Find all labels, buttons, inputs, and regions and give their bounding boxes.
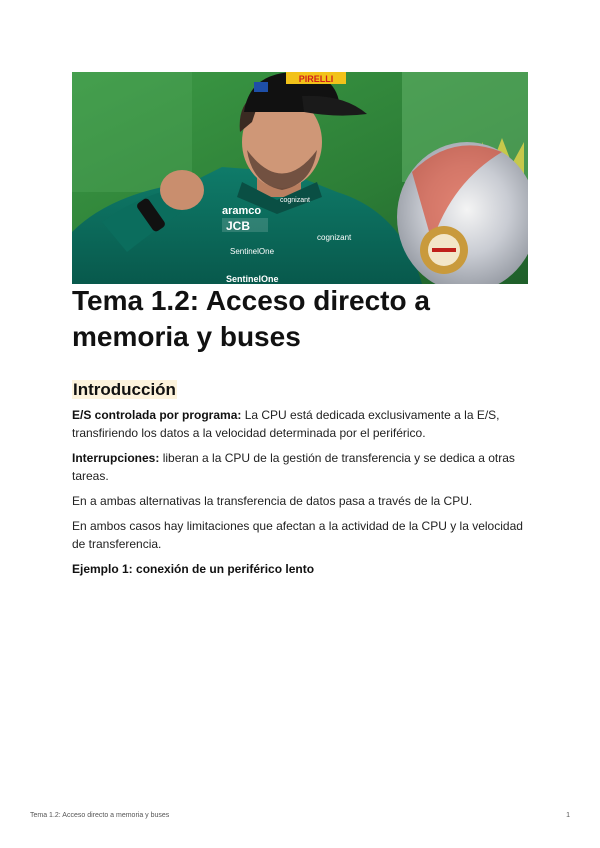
footer-document-title: Tema 1.2: Acceso directo a memoria y buses <box>30 812 170 819</box>
paragraph-lead: Interrupciones: <box>72 451 160 465</box>
section-heading <box>72 378 177 402</box>
example-heading: Ejemplo 1: conexión de un periférico lento <box>72 562 315 576</box>
sponsor-logo-sentinelone: SentinelOne <box>230 247 275 256</box>
paragraph-interrupts <box>72 449 532 485</box>
paragraph-lead: E/S controlada por programa: <box>72 408 242 422</box>
header-photo <box>72 72 528 284</box>
cap-brand-text: PIRELLI <box>298 74 334 84</box>
sponsor-logo-aramco: aramco <box>222 205 262 217</box>
sponsor-logo-cognizant-collar: cognizant <box>280 197 310 204</box>
section-heading-text: Introducción <box>73 380 176 399</box>
sponsor-logo-cognizant-chest: cognizant <box>317 233 352 242</box>
paragraph-both-alternatives <box>72 492 532 510</box>
paragraph-limitations <box>72 517 532 553</box>
paragraph-programmed-io <box>72 406 532 442</box>
driver-celebration-photo <box>72 72 528 284</box>
paragraph-text: En a ambas alternativas la transferencia de datos pasa a través de la CPU. <box>72 494 473 508</box>
page-title: Tema 1.2: Acceso directo a memoria y buses <box>72 285 430 352</box>
paragraph-text: En ambos casos hay limitaciones que afectan a la actividad de la CPU y la velocidad de transferencia. <box>72 519 523 551</box>
paragraph-text: La CPU está dedicada exclusivamente a la E/S, transfiriendo los datos a la velocidad determinada por el periférico. <box>72 408 500 440</box>
body-text <box>72 406 532 585</box>
sponsor-logo-sentinelone-lower: SentinelOne <box>226 274 279 284</box>
raised-fist <box>160 170 204 210</box>
paragraph-text: liberan a la CPU de la gestión de transferencia y se dedica a otras tareas. <box>72 451 515 483</box>
footer-page-number: 1 <box>566 812 570 819</box>
sponsor-logo-jcb: JCB <box>226 219 251 233</box>
